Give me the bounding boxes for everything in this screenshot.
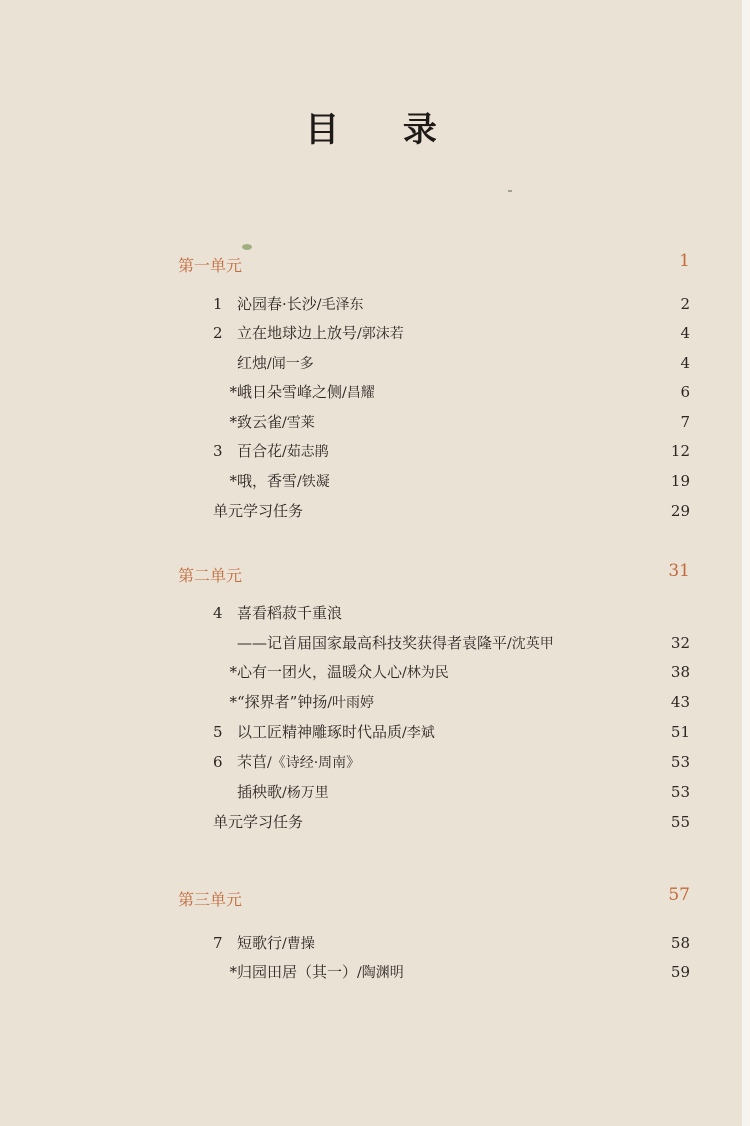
- entry-title: 沁园春·长沙: [237, 295, 317, 313]
- toc-entry-subtitle[interactable]: [213, 633, 690, 654]
- unit-label: 第二单元: [178, 566, 243, 585]
- entry-author: /陶渊明: [357, 965, 404, 981]
- toc-entry[interactable]: [213, 962, 690, 983]
- unit-page-number: 57: [668, 885, 690, 905]
- entry-page-number: 4: [680, 354, 690, 372]
- entry-page-number: 38: [670, 663, 690, 681]
- entry-title: 单元学习任务: [213, 502, 304, 520]
- entry-page-number: 19: [670, 472, 690, 490]
- entry-title: 致云雀: [237, 413, 283, 431]
- entry-page-number: 51: [670, 723, 690, 741]
- entry-number: 1: [213, 295, 223, 313]
- page-title: 目 录: [305, 110, 463, 150]
- entry-title: 归园田居（其一）: [237, 963, 358, 981]
- entry-title: 哦，香雪: [237, 472, 298, 490]
- entry-author: /昌耀: [342, 385, 375, 401]
- entry-title: 喜看稻菽千重浪: [237, 604, 343, 622]
- entry-author: /雪莱: [282, 415, 315, 431]
- entry-page-number: 53: [670, 753, 690, 771]
- optional-marker: *: [229, 413, 237, 431]
- entry-title: 以工匠精神雕琢时代品质: [237, 723, 403, 741]
- entry-title: ——记首届国家最高科技奖获得者袁隆平: [237, 634, 508, 652]
- entry-page-number: 32: [670, 634, 690, 652]
- toc-entry[interactable]: [213, 692, 690, 713]
- toc-entry-unit-task[interactable]: [213, 501, 690, 521]
- entry-number: 2: [213, 324, 223, 342]
- toc-entry[interactable]: [213, 603, 690, 623]
- entry-title: 峨日朵雪峰之侧: [237, 383, 343, 401]
- optional-marker: *: [229, 663, 237, 681]
- toc-entry[interactable]: [213, 323, 690, 344]
- optional-marker: *: [229, 963, 237, 981]
- unit-1-heading[interactable]: [178, 253, 690, 276]
- entry-page-number: 43: [670, 693, 690, 711]
- entry-number: 3: [213, 442, 223, 460]
- toc-entry[interactable]: [213, 722, 690, 743]
- entry-page-number: 2: [680, 295, 690, 313]
- toc-entry[interactable]: [213, 412, 690, 433]
- entry-page-number: 12: [670, 442, 690, 460]
- entry-page-number: 4: [680, 324, 690, 342]
- toc-entry[interactable]: [213, 782, 690, 803]
- entry-number: 5: [213, 723, 223, 741]
- unit-page-number: 31: [668, 561, 690, 581]
- entry-page-number: 29: [670, 502, 690, 520]
- entry-author: /郭沫若: [357, 326, 404, 342]
- optional-marker: *: [229, 693, 237, 711]
- entry-author: /沈英甲: [507, 636, 554, 652]
- entry-title: 芣苢: [237, 753, 268, 771]
- entry-author: /铁凝: [297, 474, 330, 490]
- entry-author: /叶雨婷: [327, 695, 375, 711]
- speck-decoration: [508, 190, 512, 192]
- entry-page-number: 58: [670, 934, 690, 952]
- entry-title: 短歌行: [237, 934, 283, 952]
- entry-number: 6: [213, 753, 223, 771]
- toc-entry[interactable]: [213, 382, 690, 403]
- entry-author: /毛泽东: [316, 297, 364, 313]
- toc-entry[interactable]: [213, 441, 690, 462]
- unit-2-heading[interactable]: [178, 563, 690, 586]
- entry-author: /杨万里: [282, 785, 329, 801]
- entry-title: 单元学习任务: [213, 813, 304, 831]
- entry-title: 百合花: [237, 442, 283, 460]
- entry-number: 7: [213, 934, 223, 952]
- entry-author: /李斌: [402, 725, 435, 741]
- toc-entry[interactable]: [213, 933, 690, 954]
- toc-entry[interactable]: [213, 662, 690, 683]
- page-edge: [742, 0, 750, 1126]
- toc-entry-unit-task[interactable]: [213, 812, 690, 832]
- entry-page-number: 53: [670, 783, 690, 801]
- toc-entry[interactable]: [213, 471, 690, 492]
- entry-author: /闻一多: [267, 356, 314, 372]
- entry-number: 4: [213, 604, 223, 622]
- entry-page-number: 55: [670, 813, 690, 831]
- leaf-decoration: [242, 244, 252, 250]
- entry-author: /曹操: [282, 936, 315, 952]
- entry-page-number: 59: [670, 963, 690, 981]
- unit-label: 第一单元: [178, 256, 243, 275]
- toc-entry[interactable]: [213, 752, 690, 773]
- entry-page-number: 7: [680, 413, 690, 431]
- unit-label: 第三单元: [178, 890, 243, 909]
- entry-page-number: 6: [680, 383, 690, 401]
- entry-title: “探界者”钟扬: [237, 693, 328, 711]
- entry-title: 心有一团火，温暖众人心: [237, 663, 403, 681]
- toc-entry[interactable]: [213, 294, 690, 315]
- entry-author: /茹志鹃: [282, 444, 329, 460]
- entry-author: /《诗经·周南》: [267, 755, 361, 771]
- unit-3-heading[interactable]: [178, 887, 690, 910]
- optional-marker: *: [229, 472, 237, 490]
- entry-title: 插秧歌: [237, 783, 283, 801]
- entry-title: 红烛: [237, 354, 268, 372]
- entry-title: 立在地球边上放号: [237, 324, 358, 342]
- unit-page-number: 1: [679, 251, 690, 271]
- toc-entry[interactable]: [213, 353, 690, 374]
- entry-author: /林为民: [402, 665, 449, 681]
- optional-marker: *: [229, 383, 237, 401]
